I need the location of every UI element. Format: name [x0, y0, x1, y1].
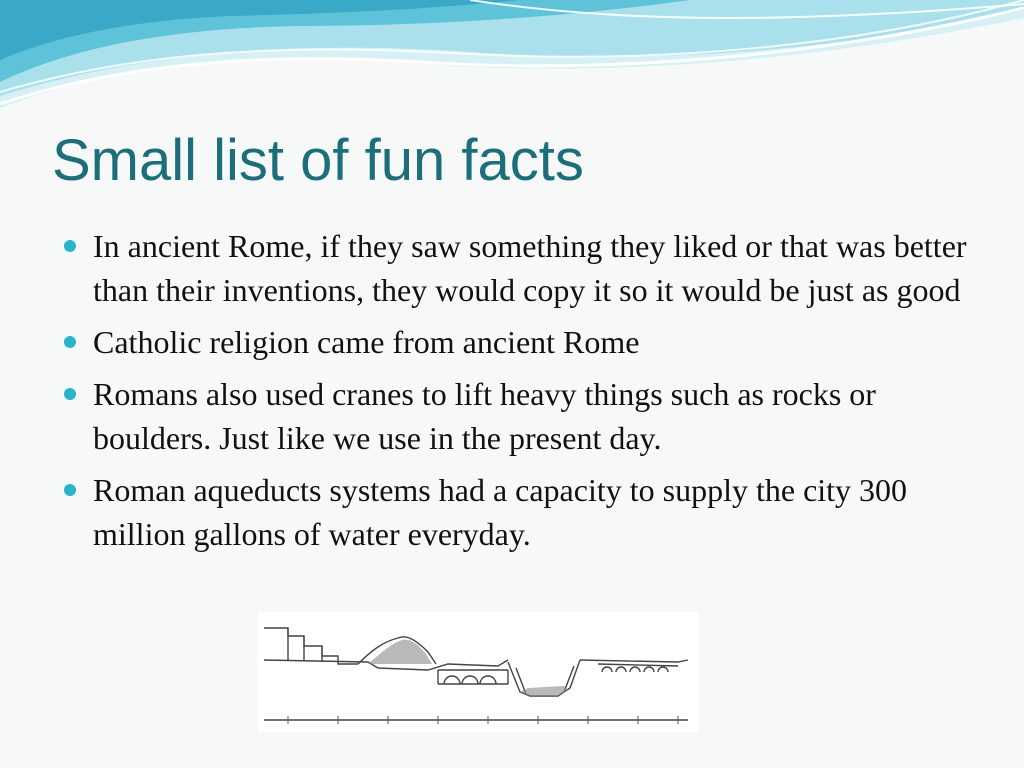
- list-item-text: Catholic religion came from ancient Rome: [93, 324, 640, 360]
- aqueduct-diagram-image: [258, 612, 698, 732]
- header-wave-decoration: [0, 0, 1024, 120]
- list-item-text: Roman aqueducts systems had a capacity to supply the city 300 million gallons of water everyday.: [93, 472, 908, 552]
- bullet-dot-icon: [64, 388, 76, 400]
- list-item: [62, 468, 982, 556]
- bullet-dot-icon: [64, 336, 76, 348]
- list-item: [62, 320, 982, 364]
- list-item: [62, 372, 982, 460]
- list-item: [62, 224, 982, 312]
- slide-title: Small list of fun facts: [52, 128, 584, 193]
- list-item-text: Romans also used cranes to lift heavy things such as rocks or boulders. Just like we use in the present day.: [93, 376, 876, 456]
- bullet-dot-icon: [64, 240, 76, 252]
- bullet-dot-icon: [64, 484, 76, 496]
- list-item-text: In ancient Rome, if they saw something they liked or that was better than their inventions, they would copy it so it would be just as good: [93, 228, 967, 308]
- fact-list: [62, 224, 982, 564]
